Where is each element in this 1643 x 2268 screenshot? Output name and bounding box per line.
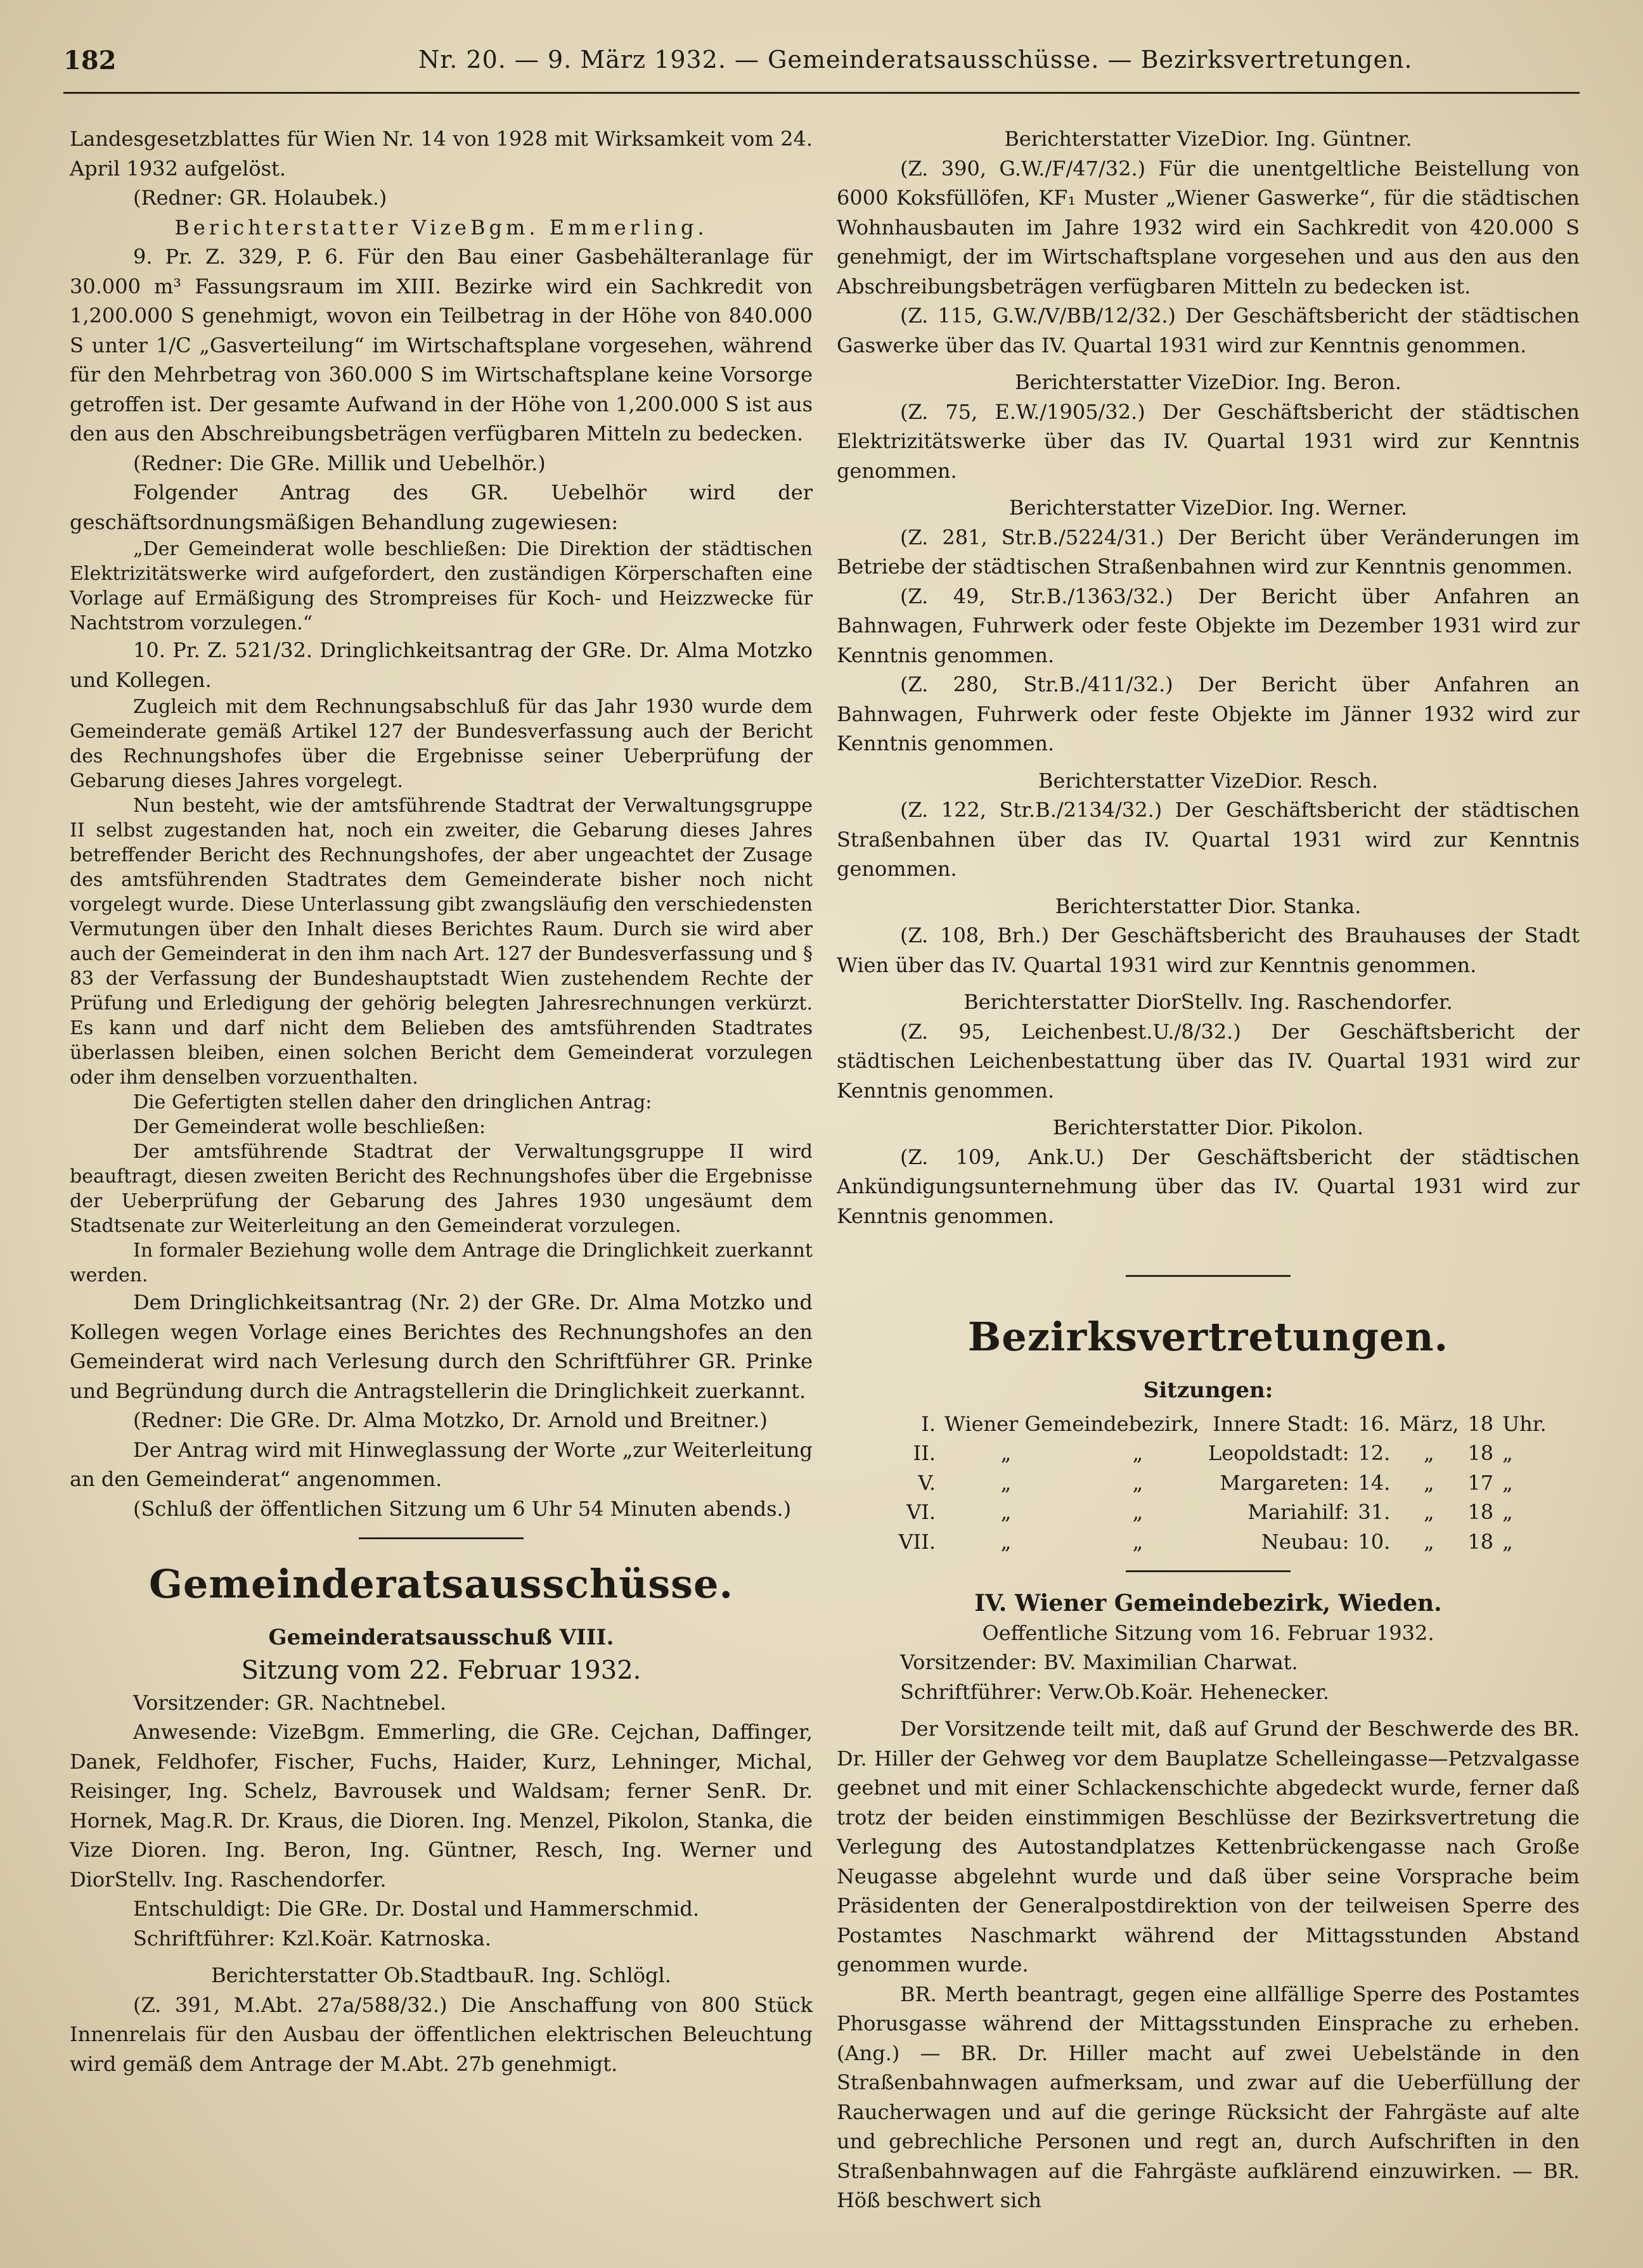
urgent-result: Dem Dringlichkeitsantrag (Nr. 2) der GRe. Dr. Alma Motzko und Kollegen wegen Vorlage eines Berichtes des Rechnungshofes an den Gemeinderat wird nach Verlesung durch den Schriftführer GR. Prinke und Begründung durch die Antragstellerin die Dringlichkeit zuerkannt. — [70, 1290, 813, 1403]
motion-intro: Folgender Antrag des GR. Uebelhör wird der geschäftsordnungsmäßigen Behandlung zugewiesen: — [70, 480, 813, 534]
reporter-line: Berichterstatter DiorStellv. Ing. Raschendorfer. — [963, 990, 1453, 1014]
session-day: 16. — [1358, 1411, 1391, 1436]
reporter-line: Berichterstatter VizeDior. Ing. Werner. — [1008, 496, 1408, 520]
speakers-note: (Redner: Die GRe. Millik und Uebelhör.) — [133, 451, 546, 475]
district-number: VI. — [906, 1500, 936, 1524]
section-divider — [1126, 1275, 1291, 1277]
speakers-note: (Redner: GR. Holaubek.) — [133, 186, 387, 210]
district-paragraph: BR. Merth beantragt, gegen eine allfällige Sperre des Postamtes Phorusgasse während der Mittagsstunden Einsprache zu erheben. (Ang.) — BR. Dr. Hiller macht auf zwei Uebelstände in den Straßenbahnwagen aufmerksam, und zwar auf die Ueberfüllung der Raucherwagen und auf die geringe Rücksicht der Fahrgäste auf alte und gebrechliche Personen und regt an, durch Aufschriften in den Straßenbahnwagen auf die Fahrgäste aufklärend einzuwirken. — BR. Höß beschwert sich — [837, 1982, 1580, 2212]
district-name: Leopoldstadt: — [1208, 1441, 1350, 1465]
district-title: IV. Wiener Gemeindebezirk, Wieden. — [974, 1590, 1442, 1617]
intro-paragraph: Landesgesetzblattes für Wien Nr. 14 von 1928 mit Wirksamkeit vom 24. April 1932 aufgelöst. — [70, 127, 813, 181]
ditto-mark: „ — [1132, 1470, 1144, 1495]
session-month: „ — [1424, 1500, 1434, 1524]
motion-quote: „Der Gemeinderat wolle beschließen: Die Direktion der städtischen Elektrizitätswerke wird aufgefordert, den zuständigen Körperschaften eine Vorlage auf Ermäßigung des Strompreises für Koch- und Heizzwecke für Nachtstrom vorzulegen.“ — [70, 538, 813, 634]
item-122: (Z. 122, Str.B./2134/32.) Der Geschäftsbericht der städtischen Straßenbahnen über das IV. Quartal 1931 wird zur Kenntnis genommen. — [837, 798, 1580, 881]
urgent-motion-paragraph: In formaler Beziehung wolle dem Antrage die Dringlichkeit zuerkannt werden. — [70, 1240, 813, 1286]
reporter-line: Berichterstatter VizeBgm. Emmerling. — [174, 215, 708, 240]
left-column — [70, 124, 813, 2079]
session-hour: 18 — [1467, 1441, 1494, 1465]
district-session-title: Oeffentliche Sitzung vom 16. Februar 1932. — [982, 1620, 1434, 1645]
session-day: 12. — [1358, 1441, 1391, 1465]
item-95: (Z. 95, Leichenbest.U./8/32.) Der Geschäftsbericht der städtischen Leichenbestattung über das IV. Quartal 1931 wird zur Kenntnis genommen. — [837, 1019, 1580, 1103]
session-row — [872, 1438, 1556, 1468]
session-row — [872, 1497, 1556, 1527]
item-281: (Z. 281, Str.B./5224/31.) Der Bericht über Veränderungen im Betriebe der städtischen Straßenbahnen wird zur Kenntnis genommen. — [837, 525, 1580, 579]
ditto-mark: „ — [1000, 1470, 1012, 1495]
district-number: V. — [918, 1470, 936, 1495]
session-title: Sitzung vom 22. Februar 1932. — [241, 1655, 641, 1685]
urgent-motion-paragraph: Die Gefertigten stellen daher den dringlichen Antrag: — [133, 1091, 652, 1113]
sessions-heading: Sitzungen: — [1143, 1378, 1273, 1403]
district-secretary: Schriftführer: Verw.Ob.Koär. Hehenecker. — [900, 1679, 1329, 1704]
reporter-line: Berichterstatter Dior. Pikolon. — [1052, 1115, 1364, 1139]
header-title: Nr. 20. — 9. März 1932. — Gemeinderatsausschüsse. — Bezirksvertretungen. — [418, 46, 1413, 74]
item-10: 10. Pr. Z. 521/32. Dringlichkeitsantrag der GRe. Dr. Alma Motzko und Kollegen. — [70, 638, 813, 692]
district-name: Mariahilf: — [1247, 1500, 1350, 1524]
section-title-committees: Gemeinderatsausschüsse. — [148, 1561, 734, 1607]
chair-line: Vorsitzender: GR. Nachtnebel. — [133, 1690, 447, 1715]
reporter-line: Berichterstatter VizeDior. Ing. Beron. — [1015, 370, 1401, 394]
district-chair: Vorsitzender: BV. Maximilian Charwat. — [900, 1650, 1298, 1674]
item-49: (Z. 49, Str.B./1363/32.) Der Bericht über Anfahren an Bahnwagen, Fuhrwerk oder feste Objekte im Dezember 1931 wird zur Kenntnis genommen. — [837, 584, 1580, 667]
reporter-line: Berichterstatter VizeDior. Ing. Güntner. — [1004, 127, 1412, 151]
district-number: II. — [913, 1441, 936, 1465]
item-109: (Z. 109, Ank.U.) Der Geschäftsbericht der städtischen Ankündigungsunternehmung über das IV. Quartal 1931 wird zur Kenntnis genommen. — [837, 1144, 1580, 1228]
adopted-note: Der Antrag wird mit Hinweglassung der Worte „zur Weiterleitung an den Gemeinderat“ angenommen. — [70, 1437, 813, 1491]
session-day: 31. — [1358, 1500, 1391, 1524]
header-rule — [63, 92, 1580, 94]
session-month: „ — [1424, 1529, 1434, 1554]
district-name: Neubau: — [1261, 1529, 1350, 1554]
item-390: (Z. 390, G.W./F/47/32.) Für die unentgeltliche Beistellung von 6000 Koksfüllöfen, KF₁ Muster „Wiener Gaswerke“, für die städtischen Wohnhausbauten im Jahre 1932 wird ein Sachkredit von 420.000 S genehmigt, der im Wirtschaftsplane vorgesehen und aus den aus den Abschreibungsbeträgen verfügbaren Mitteln zu bedecken ist. — [837, 156, 1580, 298]
section-divider — [359, 1537, 524, 1539]
speakers-note: (Redner: Die GRe. Dr. Alma Motzko, Dr. Arnold und Breitner.) — [133, 1408, 768, 1432]
reporter-line: Berichterstatter VizeDior. Resch. — [1038, 768, 1379, 793]
session-unit: „ — [1502, 1470, 1513, 1495]
district-label: Wiener Gemeindebezirk, — [944, 1411, 1199, 1436]
urgent-motion-paragraph: Zugleich mit dem Rechnungsabschluß für das Jahr 1930 wurde dem Gemeinderate gemäß Artikel 127 der Bundesverfassung auch der Bericht des Rechnungshofes über die Ergebnisse seiner Ueberprüfung der Gebarung dieses Jahres vorgelegt. — [70, 696, 813, 792]
present-list: Anwesende: VizeBgm. Emmerling, die GRe. Cejchan, Daffinger, Danek, Feldhofer, Fischer, Fuchs, Haider, Kurz, Lehninger, Michal, Reisinger, Ing. Schelz, Bavrousek und Waldsam; ferner SenR. Dr. Hornek, Mag.R. Dr. Kraus, die Dioren. Ing. Menzel, Pikolon, Stanka, die Vize Dioren. Ing. Beron, Ing. Güntner, Resch, Ing. Werner und DiorStellv. Ing. Raschendorfer. — [70, 1720, 813, 1892]
item-280: (Z. 280, Str.B./411/32.) Der Bericht über Anfahren an Bahnwagen, Fuhrwerk oder feste Objekte im Jänner 1932 wird zur Kenntnis genommen. — [837, 672, 1580, 755]
district-name: Margareten: — [1220, 1470, 1350, 1495]
session-month: März, — [1399, 1411, 1459, 1436]
session-hour: 18 — [1467, 1411, 1494, 1436]
district-number: VII. — [898, 1529, 936, 1554]
item-9: 9. Pr. Z. 329, P. 6. Für den Bau einer Gasbehälteranlage für 30.000 m³ Fassungsraum im XIII. Bezirke wird ein Sachkredit von 1,200.000 S genehmigt, wovon ein Teilbetrag in der Höhe von 840.000 S unter 1/C „Gasverteilung“ im Wirtschaftsplane vorgesehen, während für den Mehrbetrag von 360.000 S im Wirtschaftsplane keine Vorsorge getroffen ist. Der gesamte Aufwand in der Höhe von 1,200.000 S ist aus den aus den Abschreibungsbeträgen verfügbaren Mitteln zu bedecken. — [70, 245, 813, 445]
district-name: Innere Stadt: — [1213, 1411, 1350, 1436]
item-108: (Z. 108, Brh.) Der Geschäftsbericht des Brauhauses der Stadt Wien über das IV. Quartal 1931 wird zur Kenntnis genommen. — [837, 923, 1580, 977]
section-title-district-councils: Bezirksvertretungen. — [967, 1314, 1449, 1360]
district-paragraph: Der Vorsitzende teilt mit, daß auf Grund der Beschwerde des BR. Dr. Hiller der Gehweg vor dem Bauplatze Schelleingasse—Petzvalgasse geebnet und mit einer Schlackenschichte abgedeckt wurde, ferner daß trotz der beiden einstimmigen Beschlüsse der Bezirksvertretung die Verlegung des Autostandplatzes Kettenbrückengasse nach Große Neugasse abgelehnt wurde und daß über seine Vorsprache beim Präsidenten der Generalpostdirektion von der teilweisen Sperre des Postamtes Naschmarkt während der Mittagsstunden Abstand genommen wurde. — [837, 1717, 1580, 1976]
page-number: 182 — [63, 46, 117, 75]
session-hour: 18 — [1467, 1529, 1494, 1554]
section-divider — [1126, 1570, 1291, 1572]
item-115: (Z. 115, G.W./V/BB/12/32.) Der Geschäftsbericht der städtischen Gaswerke über das IV. Quartal 1931 wird zur Kenntnis genommen. — [837, 304, 1580, 357]
running-header — [0, 0, 1643, 95]
district-number: I. — [921, 1411, 936, 1436]
sessions-table — [872, 1409, 1556, 1557]
session-day: 10. — [1358, 1529, 1391, 1554]
ditto-mark: „ — [1132, 1500, 1144, 1524]
right-column — [837, 124, 1580, 2215]
session-month: „ — [1424, 1441, 1434, 1465]
secretary-line: Schriftführer: Kzl.Koär. Katrnoska. — [133, 1926, 491, 1951]
ditto-mark: „ — [1132, 1529, 1144, 1554]
session-hour: 17 — [1467, 1470, 1494, 1495]
session-hour: 18 — [1467, 1500, 1494, 1524]
urgent-motion-paragraph: Der amtsführende Stadtrat der Verwaltungsgruppe II wird beauftragt, diesen zweiten Bericht des Rechnungshofes über die Ergebnisse der Ueberprüfung der Gebarung des Jahres 1930 ungesäumt dem Stadtsenate zur Weiterleitung an den Gemeinderat vorzulegen. — [70, 1141, 813, 1237]
session-unit: „ — [1502, 1441, 1513, 1465]
item-391: (Z. 391, M.Abt. 27a/588/32.) Die Anschaffung von 800 Stück Innenrelais für den Ausbau der öffentlichen elektrischen Beleuchtung wird gemäß dem Antrage der M.Abt. 27b genehmigt. — [70, 1992, 813, 2076]
reporter-line: Berichterstatter Ob.StadtbauR. Ing. Schlögl. — [211, 1963, 671, 1987]
urgent-motion-paragraph: Der Gemeinderat wolle beschließen: — [133, 1116, 486, 1138]
closing-note: (Schluß der öffentlichen Sitzung um 6 Uhr 54 Minuten abends.) — [133, 1496, 792, 1521]
session-unit: Uhr. — [1502, 1411, 1547, 1436]
session-day: 14. — [1358, 1470, 1391, 1495]
urgent-motion-paragraph: Nun besteht, wie der amtsführende Stadtrat der Verwaltungsgruppe II selbst zugestanden hat, noch ein zweiter, die Gebarung dieses Jahres betreffender Bericht des Rechnungshofes, der aber ungeachtet der Zusage des amtsführenden Stadtrates dem Gemeinderate bisher noch nicht vorgelegt wurde. Diese Unterlassung gibt zwangsläufig den verschiedensten Vermutungen über den Inhalt dieses Berichtes Raum. Durch sie wird aber auch der Gemeinderat in den ihm nach Art. 127 der Bundesverfassung und § 83 der Verfassung der Bundeshauptstadt Wien zustehendem Rechte der Prüfung und Erledigung der gehörig belegten Jahresrechnungen verkürzt. Es kann und darf nicht dem Belieben des amtsführenden Stadtrates überlassen bleiben, einen solchen Bericht dem Gemeinderat vorzulegen oder ihm denselben vorzuenthalten. — [70, 795, 813, 1089]
session-row — [872, 1409, 1556, 1439]
ditto-mark: „ — [1132, 1441, 1144, 1465]
reporter-line: Berichterstatter Dior. Stanka. — [1055, 894, 1362, 918]
session-unit: „ — [1502, 1529, 1513, 1554]
item-75: (Z. 75, E.W./1905/32.) Der Geschäftsbericht der städtischen Elektrizitätswerke über das IV. Quartal 1931 wird zur Kenntnis genommen. — [837, 399, 1580, 483]
committee-title: Gemeinderatsausschuß VIII. — [268, 1625, 614, 1650]
ditto-mark: „ — [1000, 1500, 1012, 1524]
session-row — [872, 1527, 1556, 1557]
session-unit: „ — [1502, 1500, 1513, 1524]
ditto-mark: „ — [1000, 1441, 1012, 1465]
excused-line: Entschuldigt: Die GRe. Dr. Dostal und Hammerschmid. — [133, 1897, 700, 1921]
session-month: „ — [1424, 1470, 1434, 1495]
ditto-mark: „ — [1000, 1529, 1012, 1554]
session-row — [872, 1468, 1556, 1498]
